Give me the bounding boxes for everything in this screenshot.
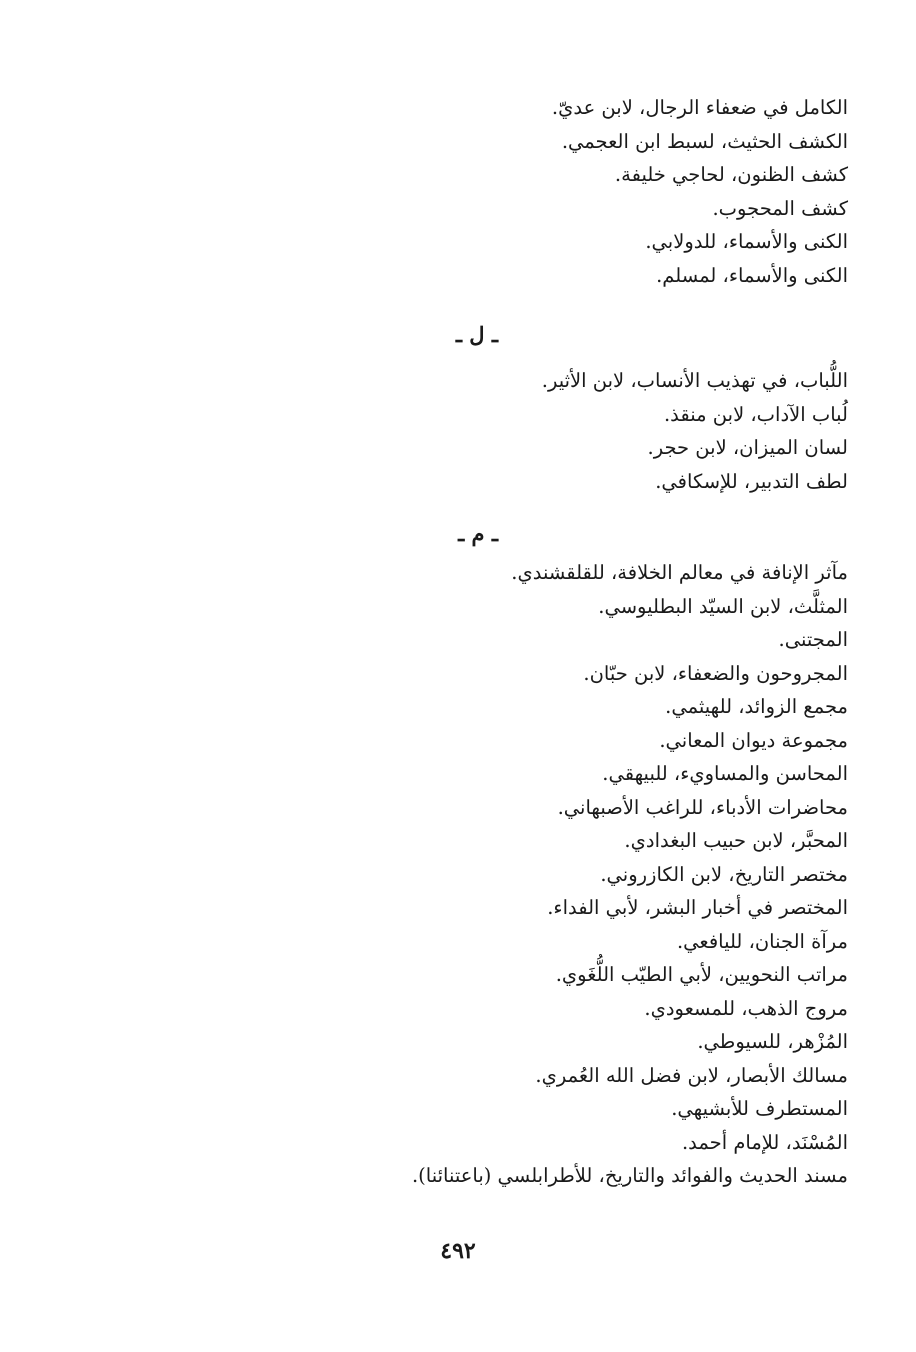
bibliography-entry: مسالك الأبصار، لابن فضل الله العُمري. (535, 1063, 848, 1087)
bibliography-entry: المُسْنَد، للإمام أحمد. (681, 1130, 848, 1154)
section-heading-mim: ـ م ـ (458, 521, 498, 546)
bibliography-entry: المختصر في أخبار البشر، لأبي الفداء. (547, 896, 848, 919)
bibliography-entry: مجموعة ديوان المعاني. (659, 728, 848, 752)
bibliography-list-lam (328, 364, 848, 498)
bibliography-entry: الكشف الحثيث، لسبط ابن العجمي. (561, 129, 848, 153)
bibliography-entry: مآثر الإنافة في معالم الخلافة، للقلقشندي. (511, 561, 848, 584)
bibliography-list-kaf-continued (328, 91, 848, 292)
bibliography-entry: مسند الحديث والفوائد والتاريخ، للأطرابلسي (باعتنائنا). (411, 1164, 848, 1187)
bibliography-list-mim (328, 556, 848, 1193)
bibliography-entry: المحبَّر، لابن حبيب البغدادي. (624, 829, 848, 852)
bibliography-entry: المثلَّث، لابن السيّد البطليوسي. (598, 594, 848, 618)
bibliography-entry: الكنى والأسماء، لمسلم. (656, 263, 848, 287)
bibliography-entry: اللُّباب، في تهذيب الأنساب، لابن الأثير. (541, 369, 848, 392)
bibliography-entry: كشف المحجوب. (712, 196, 848, 220)
bibliography-entry: لُباب الآداب، لابن منقذ. (663, 402, 848, 426)
bibliography-entry: لطف التدبير، للإسكافي. (655, 469, 848, 493)
bibliography-entry: لسان الميزان، لابن حجر. (647, 436, 848, 459)
bibliography-entry: مجمع الزوائد، للهيثمي. (665, 695, 848, 718)
section-heading-lam: ـ ل ـ (455, 322, 498, 347)
bibliography-entry: الكامل في ضعفاء الرجال، لابن عديّ. (551, 96, 848, 119)
bibliography-entry: مروج الذهب، للمسعودي. (644, 996, 848, 1020)
bibliography-entry: الكنى والأسماء، للدولابي. (645, 230, 848, 253)
bibliography-entry: المجتنى. (778, 628, 848, 651)
bibliography-entry: كشف الظنون، لحاجي خليفة. (614, 163, 848, 186)
bibliography-entry: المجروحون والضعفاء، لابن حبّان. (583, 661, 848, 685)
bibliography-entry: مرآة الجنان، لليافعي. (676, 929, 848, 953)
bibliography-entry: المُزْهر، للسيوطي. (697, 1030, 848, 1053)
bibliography-entry: المستطرف للأبشيهي. (671, 1097, 848, 1120)
bibliography-entry: مراتب النحويين، لأبي الطيّب اللُّغَوي. (555, 963, 848, 986)
bibliography-entry: مختصر التاريخ، لابن الكازروني. (600, 862, 848, 886)
bibliography-entry: محاضرات الأدباء، للراغب الأصبهاني. (557, 795, 848, 819)
page-number: ٤٩٢ (440, 1238, 476, 1264)
bibliography-entry: المحاسن والمساويء، للبيهقي. (602, 762, 848, 785)
